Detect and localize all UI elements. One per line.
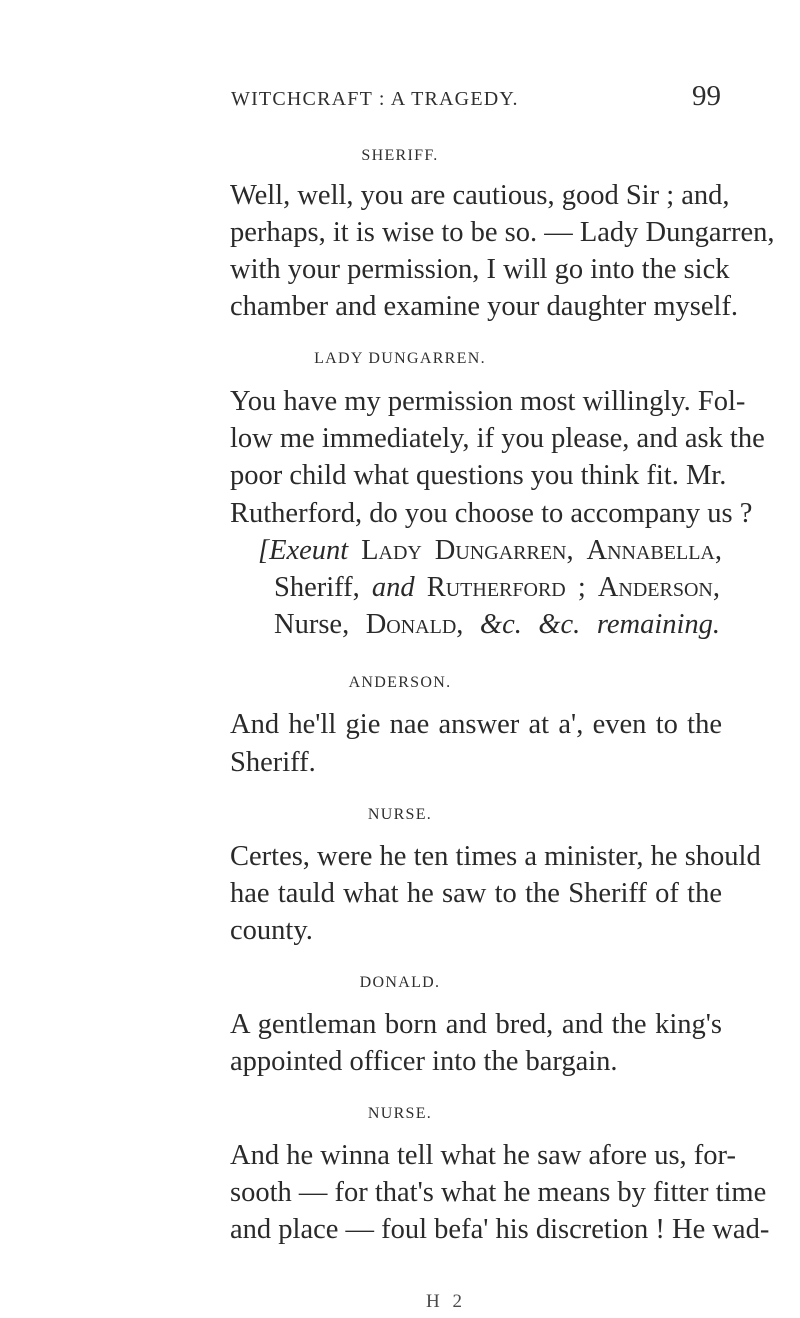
- dialogue-line: And he'll gie nae answer at a', even to the: [230, 709, 722, 740]
- dialogue-line: county.: [230, 915, 313, 946]
- stage-direction-word: Lady: [361, 535, 422, 566]
- dialogue-line: appointed officer into the bargain.: [230, 1046, 618, 1077]
- dialogue-line: Sheriff.: [230, 747, 316, 778]
- stage-direction-word: ;: [577, 572, 586, 603]
- stage-direction-word: Rutherford: [426, 572, 566, 603]
- dialogue-line: chamber and examine your daughter myself.: [230, 291, 739, 322]
- running-head: [231, 80, 721, 112]
- dialogue-line: and place — foul befa' his discretion ! He wad-: [230, 1214, 770, 1245]
- dialogue-line: perhaps, it is wise to be so. — Lady Dungarren,: [230, 217, 775, 248]
- stage-direction-word: Donald,: [365, 609, 464, 640]
- stage-direction-word: [Exeunt: [258, 535, 349, 566]
- stage-direction-word: Annabella,: [586, 535, 722, 566]
- stage-direction-word: remaining.: [596, 609, 721, 640]
- stage-direction-line: [274, 611, 720, 640]
- stage-direction-word: Anderson,: [597, 572, 721, 603]
- dialogue-line: sooth — for that's what he means by fitter time: [230, 1177, 767, 1208]
- page-number: 99: [692, 80, 721, 112]
- dialogue-line: poor child what questions you think fit. Mr.: [230, 460, 727, 491]
- stage-direction-word: Sheriff,: [274, 572, 360, 603]
- stage-direction-line: [258, 537, 722, 566]
- dialogue-line: A gentleman born and bred, and the king's: [230, 1009, 722, 1040]
- stage-direction-word: &c.: [538, 609, 581, 640]
- dialogue-line: You have my permission most willingly. Fol-: [230, 386, 746, 417]
- speaker-heading: NURSE.: [367, 1105, 433, 1122]
- dialogue-line: Rutherford, do you choose to accompany us ?: [230, 498, 753, 529]
- speaker-heading: NURSE.: [367, 806, 433, 823]
- speaker-heading: LADY DUNGARREN.: [314, 350, 486, 367]
- stage-direction-text: [274, 609, 720, 640]
- dialogue-line: Certes, were he ten times a minister, he should: [230, 841, 761, 872]
- speaker-heading: ANDERSON.: [348, 674, 452, 691]
- signature-mark: H 2: [426, 1291, 466, 1312]
- stage-direction-line: [274, 574, 720, 603]
- dialogue-line: hae tauld what he saw to the Sheriff of the: [230, 878, 722, 909]
- stage-direction-text: [258, 535, 722, 566]
- speaker-heading: DONALD.: [359, 974, 441, 991]
- running-title: WITCHCRAFT : A TRAGEDY.: [231, 88, 519, 110]
- dialogue-line: Well, well, you are cautious, good Sir ; and,: [230, 180, 730, 211]
- stage-direction-word: Nurse,: [274, 609, 350, 640]
- stage-direction-word: &c.: [479, 609, 522, 640]
- dialogue-line: And he winna tell what he saw afore us, for-: [230, 1140, 736, 1171]
- dialogue-line: low me immediately, if you please, and ask the: [230, 423, 765, 454]
- stage-direction-word: Dungarren,: [434, 535, 574, 566]
- speaker-heading: SHERIFF.: [361, 147, 439, 164]
- dialogue-line: with your permission, I will go into the sick: [230, 254, 730, 285]
- stage-direction-text: [274, 572, 720, 603]
- stage-direction-word: and: [371, 572, 415, 603]
